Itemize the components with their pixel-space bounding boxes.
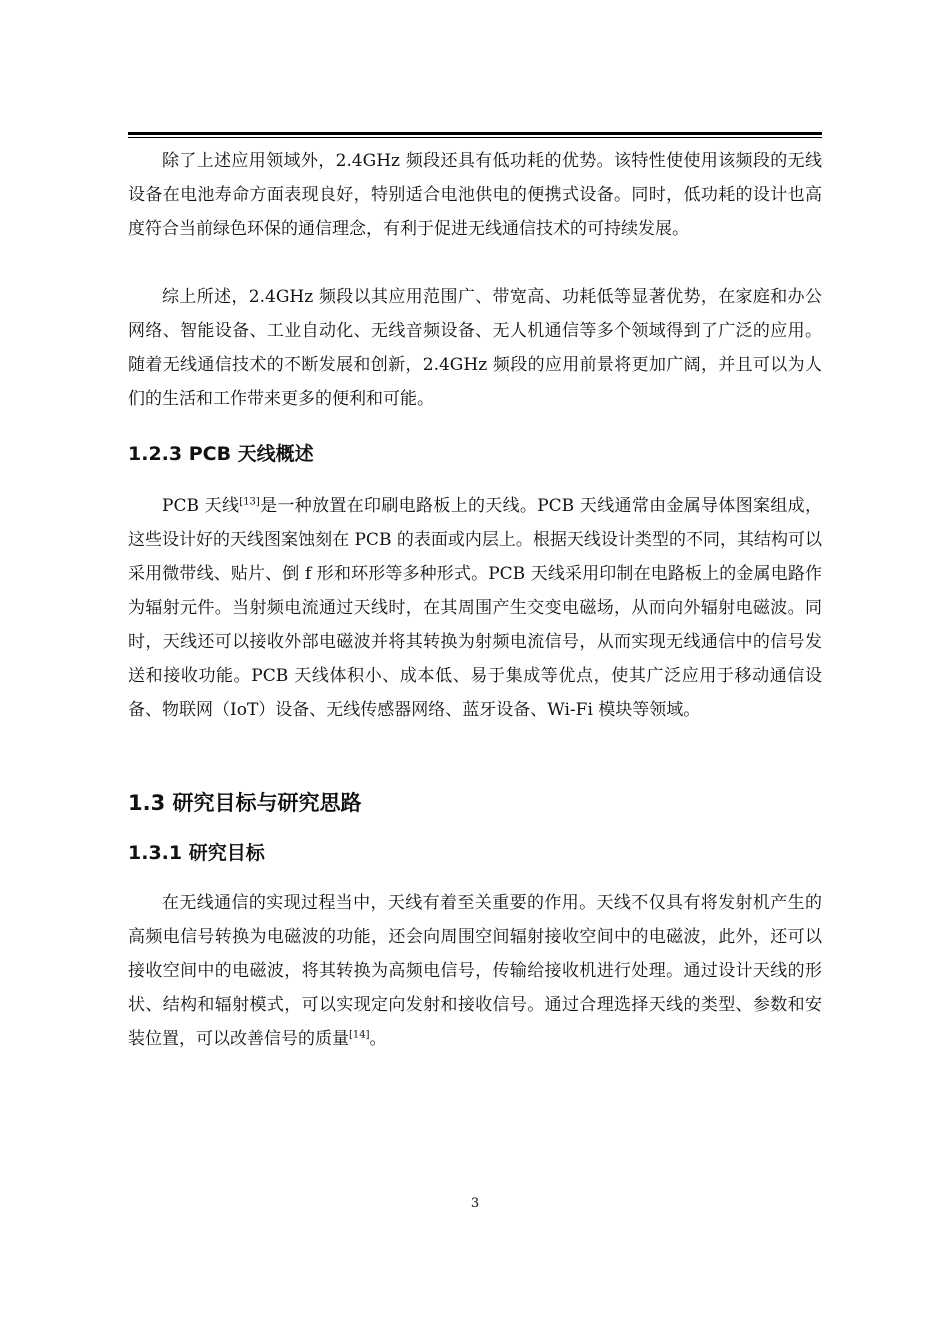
paragraph-research-goal xyxy=(128,886,822,1056)
header-rule-thin xyxy=(128,137,822,138)
paragraph-summary: 综上所述，2.4GHz 频段以其应用范围广、带宽高、功耗低等显著优势，在家庭和办公网络、智能设备、工业自动化、无线音频设备、无人机通信等多个领域得到了广泛的应用。随着无线通信技术的不断发展和创新，2.4GHz 频段的应用前景将更加广阔，并且可以为人们的生活和工作带来更多的便利和可能。 xyxy=(128,287,822,409)
citation-13: [13] xyxy=(239,496,260,508)
header-rule-thick xyxy=(128,132,822,135)
page-number: 3 xyxy=(470,1196,480,1211)
heading-1-3-1: 1.3.1 研究目标 xyxy=(128,842,265,864)
paragraph-research-goal-text: 在无线通信的实现过程当中，天线有着至关重要的作用。天线不仅具有将发射机产生的高频电信号转换为电磁波的功能，还会向周围空间辐射接收空间中的电磁波，此外，还可以接收空间中的电磁波，将其转换为高频电信号，传输给接收机进行处理。通过设计天线的形状、结构和辐射模式，可以实现定向发射和接收信号。通过合理选择天线的类型、参数和安装位置，可以改善信号的质量 xyxy=(128,893,822,1049)
paragraph-low-power: 除了上述应用领域外，2.4GHz 频段还具有低功耗的优势。该特性使使用该频段的无线设备在电池寿命方面表现良好，特别适合电池供电的便携式设备。同时，低功耗的设计也高度符合当前绿色环保的通信理念，有利于促进无线通信技术的可持续发展。 xyxy=(128,151,822,239)
paragraph-pcb-antenna xyxy=(128,489,822,727)
paragraph-pcb-antenna-rest: 是一种放置在印刷电路板上的天线。PCB 天线通常由金属导体图案组成，这些设计好的天线图案蚀刻在 PCB 的表面或内层上。根据天线设计类型的不同，其结构可以采用微带线、贴片、倒 f 形和环形等多种形式。PCB 天线采用印制在电路板上的金属电路作为辐射元件。当射频电流通过天线时，在其周围产生交变电磁场，从而向外辐射电磁波。同时，天线还可以接收外部电磁波并将其转换为射频电流信号，从而实现无线通信中的信号发送和接收功能。PCB 天线体积小、成本低、易于集成等优点，使其广泛应用于移动通信设备、物联网（IoT）设备、无线传感器网络、蓝牙设备、Wi-Fi 模块等领域。 xyxy=(128,496,822,720)
paragraph-pcb-antenna-start: PCB 天线 xyxy=(162,496,240,516)
citation-14: [14] xyxy=(349,1029,370,1041)
heading-1-3: 1.3 研究目标与研究思路 xyxy=(128,791,362,815)
heading-1-2-3: 1.2.3 PCB 天线概述 xyxy=(128,443,314,465)
paragraph-research-goal-end: 。 xyxy=(369,1029,387,1049)
